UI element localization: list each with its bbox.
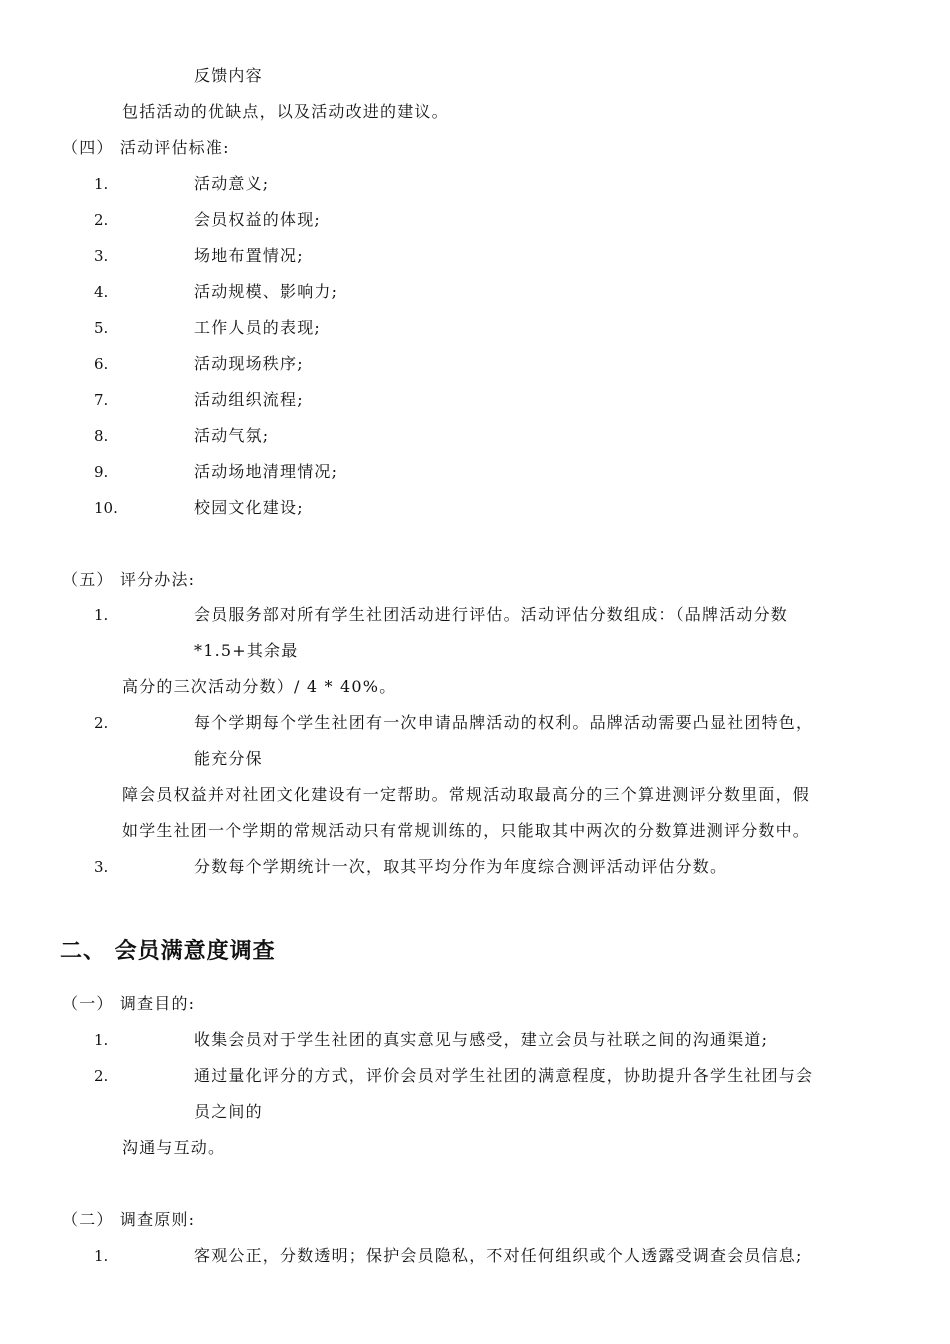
list-item-number: 9.: [94, 463, 109, 481]
part2-title: 二、 会员满意度调查: [60, 939, 276, 964]
paragraph-line: 通过量化评分的方式，评价会员对学生社团的满意程度，协助提升各学生社团与会: [194, 1066, 814, 1085]
list-item-number: 7.: [94, 391, 109, 409]
list-item-number: 1.: [94, 1031, 109, 1049]
list-item-number: 8.: [94, 427, 109, 445]
list-item-number: 6.: [94, 355, 109, 373]
paragraph-line: 障会员权益并对社团文化建设有一定帮助。常规活动取最高分的三个算进测评分数里面，假: [122, 785, 811, 804]
list-item: 校园文化建设;: [194, 498, 304, 517]
list-item: 活动规模、影响力;: [194, 282, 339, 301]
paragraph-line: 员之间的: [194, 1102, 263, 1121]
paragraph-line: 如学生社团一个学期的常规活动只有常规训练的，只能取其中两次的分数算进测评分数中。: [122, 821, 811, 840]
paragraph-line: 高分的三次活动分数）/ 4 * 40%。: [122, 677, 397, 696]
list-item-number: 1.: [94, 175, 109, 193]
sub2-heading: （二） 调查原则:: [62, 1210, 196, 1229]
list-item: 活动场地清理情况;: [194, 462, 339, 481]
list-item-number: 2.: [94, 1067, 109, 1085]
feedback-subtitle: 反馈内容: [194, 66, 263, 85]
paragraph-line: 沟通与互动。: [122, 1138, 226, 1157]
section5-heading: （五） 评分办法:: [62, 570, 196, 589]
list-item: 客观公正，分数透明；保护会员隐私，不对任何组织或个人透露受调查会员信息;: [194, 1246, 803, 1265]
sub1-heading: （一） 调查目的:: [62, 994, 196, 1013]
list-item: 场地布置情况;: [194, 246, 304, 265]
list-item-number: 2.: [94, 714, 109, 732]
paragraph-line: 每个学期每个学生社团有一次申请品牌活动的权利。品牌活动需要凸显社团特色，: [194, 713, 814, 732]
list-item: 活动现场秩序;: [194, 354, 304, 373]
paragraph-line: 会员服务部对所有学生社团活动进行评估。活动评估分数组成：（品牌活动分数: [194, 605, 789, 624]
list-item-number: 3.: [94, 858, 109, 876]
list-item: 会员权益的体现;: [194, 210, 321, 229]
list-item: 活动组织流程;: [194, 390, 304, 409]
list-item: 活动意义;: [194, 174, 270, 193]
list-item-number: 1.: [94, 1247, 109, 1265]
list-item: 活动气氛;: [194, 426, 270, 445]
list-item-number: 5.: [94, 319, 109, 337]
list-item-number: 1.: [94, 606, 109, 624]
section4-heading: （四） 活动评估标准:: [62, 138, 230, 157]
list-item-number: 2.: [94, 211, 109, 229]
list-item-number: 3.: [94, 247, 109, 265]
paragraph-line: 能充分保: [194, 749, 263, 768]
list-item-number: 10.: [94, 499, 118, 517]
paragraph-line: *1.5+其余最: [194, 641, 299, 660]
feedback-text: 包括活动的优缺点，以及活动改进的建议。: [122, 102, 449, 121]
list-item-number: 4.: [94, 283, 109, 301]
list-item: 工作人员的表现;: [194, 318, 321, 337]
list-item: 收集会员对于学生社团的真实意见与感受，建立会员与社联之间的沟通渠道;: [194, 1030, 769, 1049]
paragraph-line: 分数每个学期统计一次，取其平均分作为年度综合测评活动评估分数。: [194, 857, 728, 876]
